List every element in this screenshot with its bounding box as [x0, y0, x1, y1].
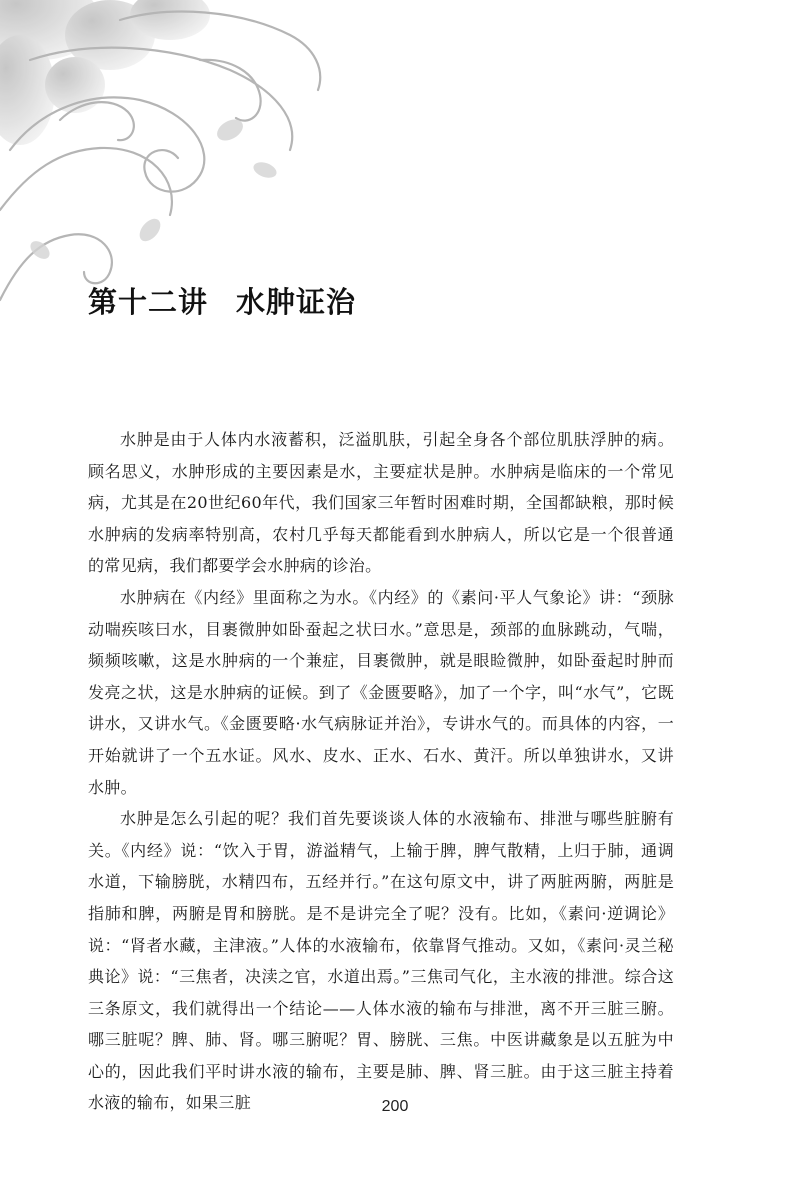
body-text: [88, 424, 674, 1119]
chapter-title: [88, 280, 356, 321]
page-number: 200: [381, 1098, 409, 1115]
paragraph-2: 水肿病在《内经》里面称之为水。《内经》的《素问·平人气象论》讲：“颈脉动喘疾咳曰水，目裹微肿如卧蚕起之状曰水。”意思是，颈部的血脉跳动，气喘，频频咳嗽，这是水肿病的一个兼症，目裹微肿，就是眼睑微肿，如卧蚕起时肿而发亮之状，这是水肿病的证候。到了《金匮要略》，加了一个字，叫“水气”，它既讲水，又讲水气。《金匮要略·水气病脉证并治》，专讲水气的。而具体的内容，一开始就讲了一个五水证。风水、皮水、正水、石水、黄汗。所以单独讲水，又讲水肿。: [88, 587, 674, 797]
chapter-number: 第十二讲: [88, 285, 209, 319]
paragraph-1: 水肿是由于人体内水液蓄积，泛溢肌肤，引起全身各个部位肌肤浮肿的病。顾名思义，水肿形成的主要因素是水，主要症状是肿。水肿病是临床的一个常见病，尤其是在20世纪60年代，我们国家三年暂时困难时期，全国都缺粮，那时候水肿病的发病率特别高，农村几乎每天都能看到水肿病人，所以它是一个很普通的常见病，我们都要学会水肿病的诊治。: [88, 430, 674, 576]
chapter-name: 水肿证治: [236, 285, 357, 319]
paragraph-3: 水肿是怎么引起的呢？我们首先要谈谈人体的水液输布、排泄与哪些脏腑有关。《内经》说：“饮入于胃，游溢精气，上输于脾，脾气散精，上归于肺，通调水道，下输膀胱，水精四布，五经并行。”在这句原文中，讲了两脏两腑，两脏是指肺和脾，两腑是胃和膀胱。是不是讲完全了呢？没有。比如，《素问·逆调论》说：“肾者水藏，主津液。”人体的水液输布，依靠肾气推动。又如，《素问·灵兰秘典论》说：“三焦者，决渎之官，水道出焉。”三焦司气化，主水液的排泄。综合这三条原文，我们就得出一个结论——人体水液的输布与排泄，离不开三脏三腑。哪三脏呢？脾、肺、肾。哪三腑呢？胃、膀胱、三焦。中医讲藏象是以五脏为中心的，因此我们平时讲水液的输布，主要是肺、脾、肾三脏。由于这三脏主持着水液的输布，如果三脏: [88, 809, 674, 1113]
